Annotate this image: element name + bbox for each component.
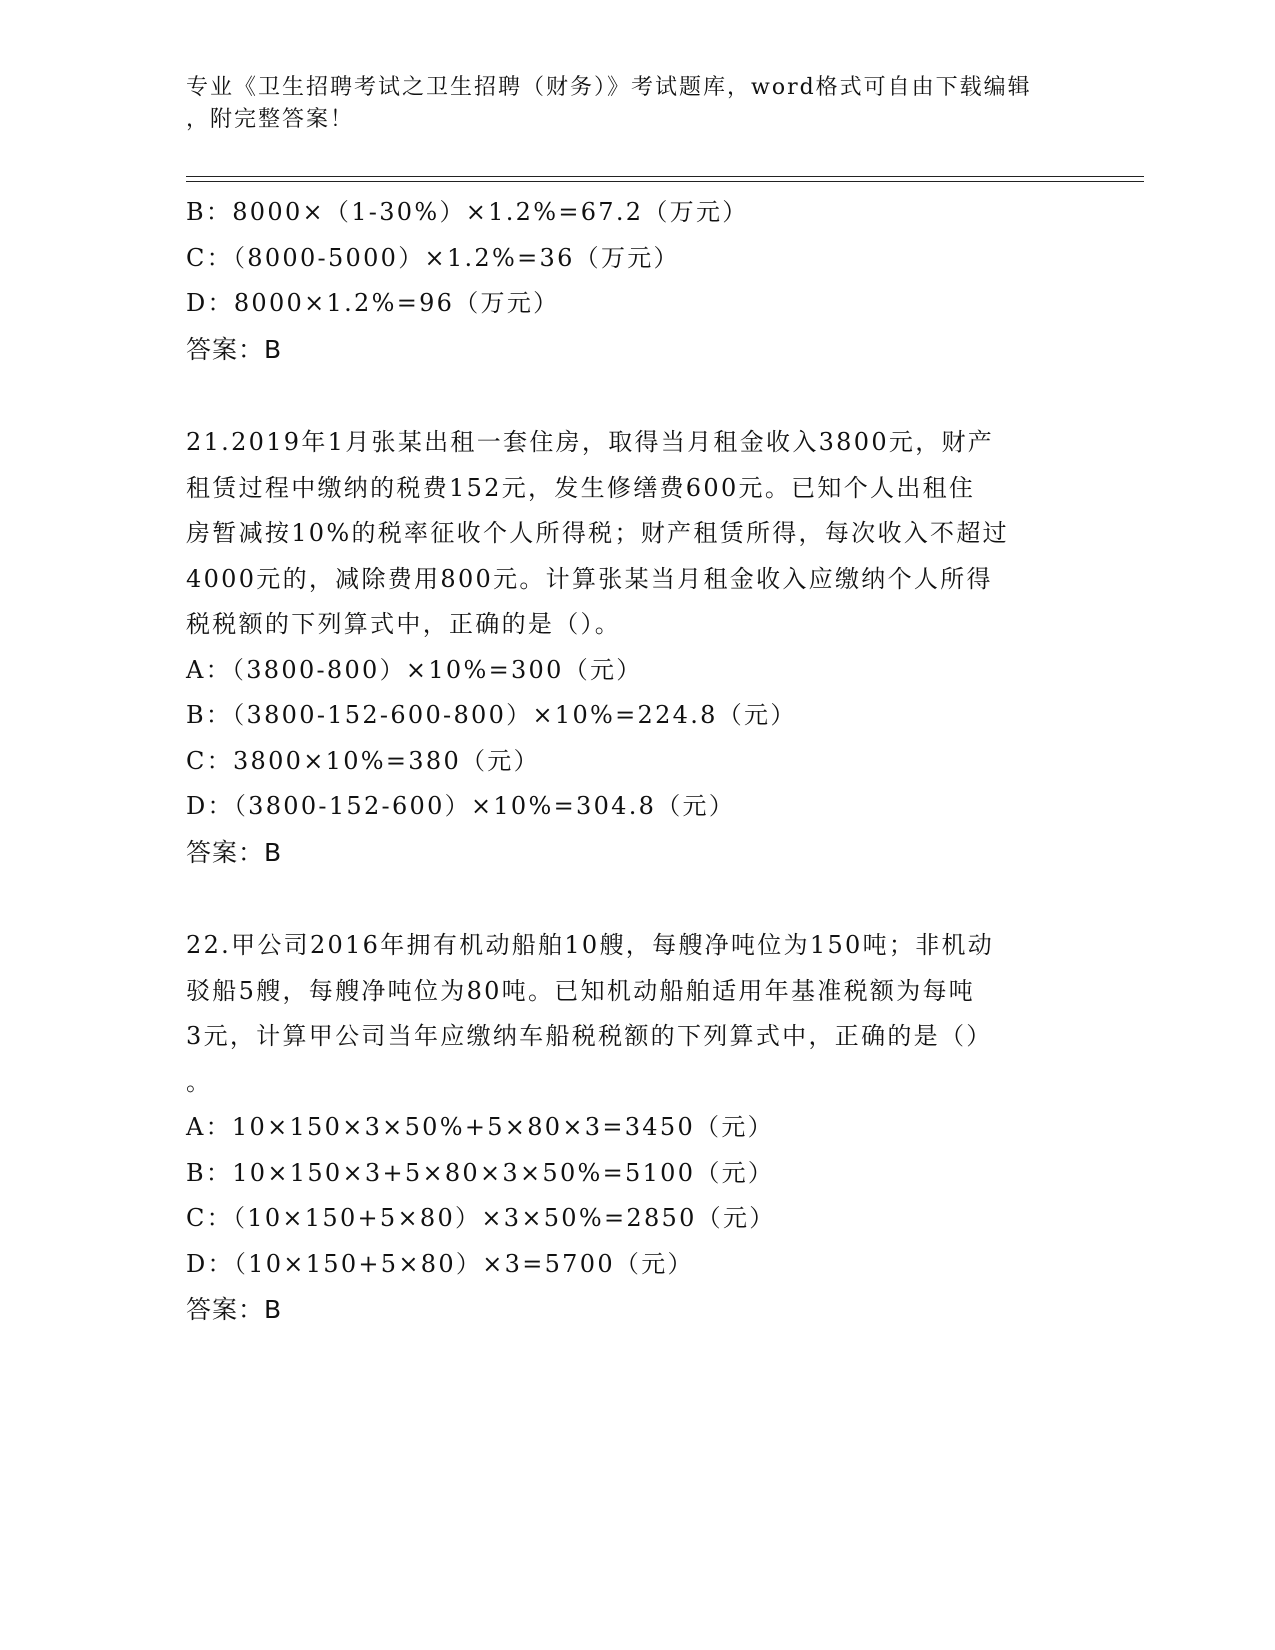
spacer [186, 875, 1086, 923]
question-21 [186, 420, 1086, 875]
spacer [186, 372, 1086, 420]
question-stem: 驳船5艘，每艘净吨位为80吨。已知机动船舶适用年基准税额为每吨 [186, 976, 976, 1005]
option-c: C：（10×150+5×80）×3×50%=2850（元） [186, 1204, 776, 1232]
option-d: D：（10×150+5×80）×3=5700（元） [186, 1249, 694, 1278]
header-line: 专业《卫生招聘考试之卫生招聘（财务）》考试题库，word格式可自由下载编辑 [186, 75, 1032, 100]
question-stem: 房暂减按10%的税率征收个人所得税；财产租赁所得，每次收入不超过 [186, 519, 1009, 547]
question-stem: 。 [186, 1067, 213, 1096]
question-stem: 22.甲公司2016年拥有机动船舶10艘，每艘净吨位为150吨；非机动 [186, 931, 995, 959]
question-stem: 税税额的下列算式中，正确的是（）。 [186, 610, 622, 638]
option-b: B：（3800-152-600-800）×10%=224.8（元） [186, 701, 797, 729]
header-divider [186, 181, 1144, 182]
question-stem: 3元，计算甲公司当年应缴纳车船税税额的下列算式中，正确的是（） [186, 1022, 993, 1050]
document-body [186, 190, 1086, 1333]
option-d: D：8000×1.2%=96（万元） [186, 289, 560, 317]
option-c: C：（8000-5000）×1.2%=36（万元） [186, 243, 680, 272]
option-b: B：8000×（1-30%）×1.2%=67.2（万元） [186, 198, 749, 226]
header-divider [186, 176, 1144, 177]
previous-question-block [186, 190, 1086, 372]
option-a: A：10×150×3×50%+5×80×3=3450（元） [186, 1113, 774, 1141]
question-stem: 4000元的，减除费用800元。计算张某当月租金收入应缴纳个人所得 [186, 564, 993, 593]
answer: 答案：B [186, 837, 283, 867]
option-d: D：（3800-152-600）×10%=304.8（元） [186, 792, 736, 820]
question-22 [186, 923, 1086, 1333]
header-line: ，附完整答案！ [186, 107, 355, 132]
answer: 答案：B [186, 1295, 283, 1324]
question-stem: 21.2019年1月张某出租一套住房，取得当月租金收入3800元，财产 [186, 428, 995, 456]
question-stem: 租赁过程中缴纳的税费152元，发生修缮费600元。已知个人出租住 [186, 473, 976, 502]
option-c: C：3800×10%=380（元） [186, 746, 540, 775]
option-a: A：（3800-800）×10%=300（元） [186, 655, 643, 684]
option-b: B：10×150×3+5×80×3×50%=5100（元） [186, 1158, 775, 1187]
document-header [186, 72, 1086, 136]
answer: 答案：B [186, 334, 283, 364]
